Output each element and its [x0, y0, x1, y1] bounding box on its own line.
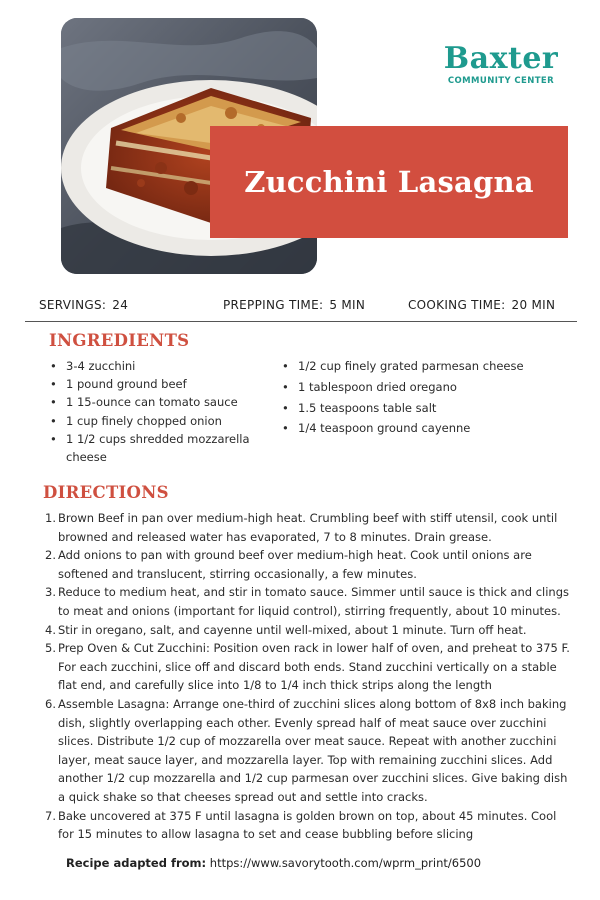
- prep-time-info: [223, 298, 365, 312]
- logo-name: Baxter: [443, 41, 559, 76]
- brand-logo: [432, 41, 570, 86]
- cook-time-value: 20 MIN: [511, 298, 556, 312]
- ingredient-item: • 1.5 teaspoons table salt: [280, 398, 570, 419]
- step-text: Assemble Lasagna: Arrange one-third of zucchini slices along bottom of 8x8 inch baking dish, slightly overlapping each other. Evenly spread half of meat sauce over zucchini slices. Distribute 1/2 cup of mozzarella over meat sauce. Repeat with another zucchini layer, meat sauce layer, and mozzarella layer. Top with remaining zucchini slices. Add another 1/2 cup mozzarella and 1/2 cup parmesan over zucchini slices. Give baking dish a quick shake so that cheeses spread out and settle into cracks.: [58, 696, 568, 804]
- ingredient-item: • 1 tablespoon dried oregano: [280, 377, 570, 398]
- step-text: Brown Beef in pan over medium-high heat. Crumbling beef with stiff utensil, cook until browned and released water has evaporated, 7 to 8 minutes. Drain grease.: [58, 511, 558, 544]
- step-text: Stir in oregano, salt, and cayenne until well-mixed, about 1 minute. Turn off heat.: [58, 622, 527, 637]
- cook-time-info: [408, 298, 555, 312]
- credit-label: Recipe adapted from:: [66, 856, 207, 870]
- direction-step: 5. Prep Oven & Cut Zucchini: Position oven rack in lower half of oven, and preheat to 375 F. For each zucchini, slice off and discard both ends. Stand zucchini vertically on a stable flat end, and carefully slice into 1/8 to 1/4 inch thick strips along the length: [45, 641, 570, 693]
- ingredient-item: • 1 1/2 cups shredded mozzarella cheese: [48, 430, 263, 466]
- step-text: Reduce to medium heat, and stir in tomato sauce. Simmer until sauce is thick and clings to meat and onions (important for liquid control), stirring frequently, about 10 minutes.: [58, 585, 570, 618]
- cook-time-label: COOKING TIME:: [408, 298, 506, 312]
- directions-heading: DIRECTIONS: [43, 483, 169, 502]
- directions-list: [45, 509, 573, 844]
- direction-step: 2. Add onions to pan with ground beef over medium-high heat. Cook until onions are softened and translucent, stirring occasionally, a few minutes.: [45, 548, 532, 581]
- direction-step: 1. Brown Beef in pan over medium-high heat. Crumbling beef with stiff utensil, cook until browned and released water has evaporated, 7 to 8 minutes. Drain grease.: [45, 511, 558, 544]
- ingredient-item: • 1/2 cup finely grated parmesan cheese: [280, 356, 570, 377]
- prep-time-value: 5 MIN: [329, 298, 366, 312]
- direction-step: 4. Stir in oregano, salt, and cayenne until well-mixed, about 1 minute. Turn off heat.: [45, 622, 527, 637]
- divider: [25, 321, 577, 322]
- ingredient-item: • 1 pound ground beef: [48, 375, 263, 393]
- direction-step: 3. Reduce to medium heat, and stir in tomato sauce. Simmer until sauce is thick and clings to meat and onions (important for liquid control), stirring frequently, about 10 minutes.: [45, 585, 570, 618]
- ingredients-list-left: [48, 357, 263, 466]
- direction-step: 6. Assemble Lasagna: Arrange one-third of zucchini slices along bottom of 8x8 inch baking dish, slightly overlapping each other. Evenly spread half of meat sauce over zucchini slices. Distribute 1/2 cup of mozzarella over meat sauce. Repeat with another zucchini layer, meat sauce layer, and mozzarella layer. Top with remaining zucchini slices. Add another 1/2 cup mozzarella and 1/2 cup parmesan over zucchini slices. Give baking dish a quick shake so that cheeses spread out and settle into cracks.: [45, 696, 568, 804]
- recipe-credit: [66, 856, 481, 870]
- step-text: Add onions to pan with ground beef over medium-high heat. Cook until onions are softened and translucent, stirring occasionally, a few minutes.: [58, 548, 532, 581]
- recipe-title: Zucchini Lasagna: [244, 165, 534, 199]
- logo-subtitle: COMMUNITY CENTER: [447, 76, 555, 86]
- servings-info: [39, 298, 128, 312]
- servings-label: SERVINGS:: [39, 298, 107, 312]
- servings-value: 24: [112, 298, 129, 312]
- credit-link[interactable]: https://www.savorytooth.com/wprm_print/6500: [209, 856, 482, 870]
- ingredient-item: • 3-4 zucchini: [48, 357, 263, 375]
- title-banner: [210, 126, 568, 238]
- direction-step: 7. Bake uncovered at 375 F until lasagna is golden brown on top, about 45 minutes. Cool for 15 minutes to allow lasagna to set and cease bubbling before slicing: [45, 808, 557, 842]
- ingredient-item: • 1 cup finely chopped onion: [48, 412, 263, 430]
- ingredient-item: • 1 15-ounce can tomato sauce: [48, 393, 263, 411]
- step-text: Bake uncovered at 375 F until lasagna is golden brown on top, about 45 minutes. Cool for 15 minutes to allow lasagna to set and cease bubbling before slicing: [58, 808, 557, 842]
- ingredients-list-right: [280, 356, 570, 439]
- step-text: Prep Oven & Cut Zucchini: Position oven rack in lower half of oven, and preheat to 375 F. For each zucchini, slice off and discard both ends. Stand zucchini vertically on a stable flat end, and carefully slice into 1/8 to 1/4 inch thick strips along the length: [58, 641, 570, 693]
- ingredient-item: • 1/4 teaspoon ground cayenne: [280, 418, 570, 439]
- prep-time-label: PREPPING TIME:: [223, 298, 324, 312]
- ingredients-heading: INGREDIENTS: [49, 331, 190, 350]
